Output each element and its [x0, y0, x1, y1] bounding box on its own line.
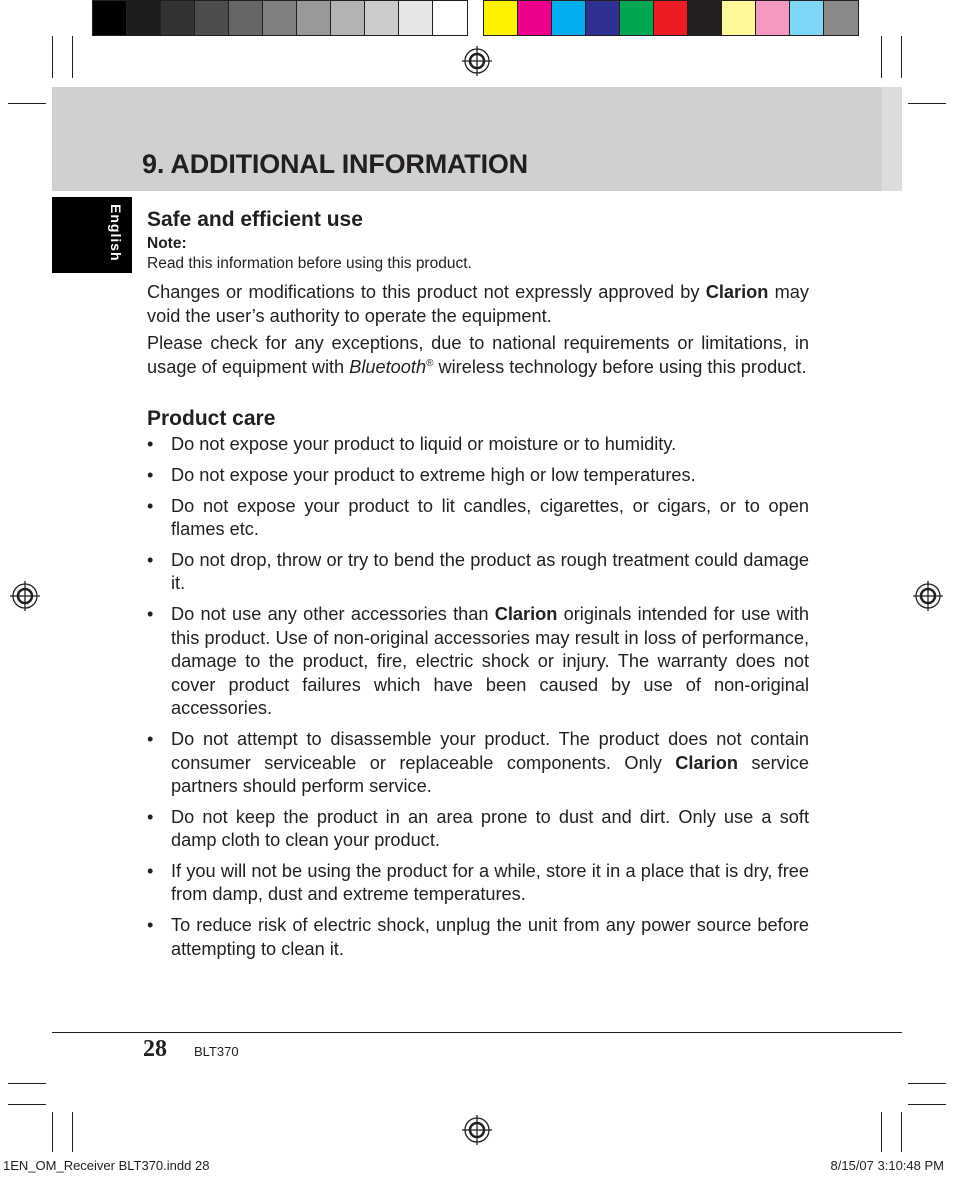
color-swatch	[790, 1, 824, 35]
gray-swatch	[195, 1, 229, 35]
grayscale-color-bar	[92, 0, 468, 36]
bullet-icon: •	[147, 915, 154, 936]
section-heading-product-care: Product care	[147, 407, 276, 431]
list-item: • Do not expose your product to lit candles, cigarettes, or cigars, or to open flames etc.	[147, 495, 809, 540]
list-item: • Do not drop, throw or try to bend the product as rough treatment could damage it.	[147, 549, 809, 594]
list-item: • Do not expose your product to extreme high or low temperatures.	[147, 464, 809, 488]
crop-mark	[52, 1112, 53, 1152]
language-tab-label-box	[104, 204, 126, 270]
bullet-icon: •	[147, 603, 154, 624]
crop-mark	[881, 36, 882, 78]
process-color-bar	[483, 0, 859, 36]
model-name: BLT370	[194, 1044, 239, 1059]
list-item: • Do not keep the product in an area prone to dust and dirt. Only use a soft damp cloth to clean your product.	[147, 806, 809, 851]
color-swatch	[518, 1, 552, 35]
crop-mark	[8, 103, 46, 104]
registration-mark-icon	[913, 581, 943, 611]
bullet-icon: •	[147, 464, 154, 485]
gray-swatch	[331, 1, 365, 35]
color-swatch	[620, 1, 654, 35]
list-item: • Do not expose your product to liquid or moisture or to humidity.	[147, 433, 809, 457]
page-title: 9. ADDITIONAL INFORMATION	[142, 149, 528, 179]
gray-swatch	[161, 1, 195, 35]
crop-mark	[908, 1083, 946, 1084]
registration-mark-icon	[462, 1115, 492, 1145]
bullet-icon: •	[147, 728, 154, 749]
color-swatch	[722, 1, 756, 35]
bullet-icon: •	[147, 860, 154, 881]
crop-mark	[908, 1104, 946, 1105]
gray-swatch	[399, 1, 433, 35]
gray-swatch	[127, 1, 161, 35]
footer-rule	[52, 1032, 902, 1033]
list-item: • Do not use any other accessories than Clarion originals intended for use with this product. Use of non-original accessories may result in loss of performance, damage to the product, fire, electric shock or injury. The warranty does not cover product failures which have been caused by use of non-original accessories.	[147, 603, 809, 719]
gray-swatch	[365, 1, 399, 35]
list-item: • To reduce risk of electric shock, unplug the unit from any power source before attempting to clean it.	[147, 915, 809, 959]
language-tab-label: English	[108, 204, 124, 262]
crop-mark	[52, 36, 53, 78]
crop-mark	[901, 36, 902, 78]
bullet-icon: •	[147, 495, 154, 516]
color-swatch	[586, 1, 620, 35]
gray-swatch	[297, 1, 331, 35]
color-swatch	[654, 1, 688, 35]
color-swatch	[688, 1, 722, 35]
product-care-list	[147, 433, 809, 961]
crop-mark	[72, 36, 73, 78]
note-label: Note:	[147, 235, 187, 252]
crop-mark	[908, 103, 946, 104]
color-swatch	[756, 1, 790, 35]
crop-mark	[72, 1112, 73, 1152]
registration-mark-icon	[462, 46, 492, 76]
color-swatch	[484, 1, 518, 35]
bullet-icon: •	[147, 806, 154, 827]
registration-mark-icon	[10, 581, 40, 611]
crop-mark	[901, 1112, 902, 1152]
crop-mark	[8, 1083, 46, 1084]
bullet-icon: •	[147, 434, 154, 455]
gray-swatch	[93, 1, 127, 35]
gray-swatch	[263, 1, 297, 35]
file-slug: 1EN_OM_Receiver BLT370.indd 28	[3, 1158, 210, 1173]
crop-mark	[881, 1112, 882, 1152]
bullet-icon: •	[147, 549, 154, 570]
list-item: • If you will not be using the product for a while, store it in a place that is dry, free from damp, dust and extreme temperatures.	[147, 860, 809, 905]
section-heading-safe-use: Safe and efficient use	[147, 208, 363, 231]
main-content	[147, 206, 809, 968]
paragraph-modifications: Changes or modifications to this product not expressly approved by Clarion may void the user’s authority to operate the equipment.	[147, 282, 809, 326]
list-item: • Do not attempt to disassemble your product. The product does not contain consumer serviceable or replaceable components. Only Clarion service partners should perform service.	[147, 728, 809, 797]
page-number: 28	[143, 1036, 167, 1062]
crop-mark	[8, 1104, 46, 1105]
color-swatch	[824, 1, 858, 35]
date-slug: 8/15/07 3:10:48 PM	[830, 1158, 944, 1173]
gray-swatch	[433, 1, 467, 35]
paragraph-bluetooth: Please check for any exceptions, due to national requirements or limitations, in usage of equipment with Bluetooth® wireless technology before using this product.	[147, 333, 809, 377]
color-swatch	[552, 1, 586, 35]
gray-swatch	[229, 1, 263, 35]
note-text: Read this information before using this product.	[147, 255, 472, 272]
